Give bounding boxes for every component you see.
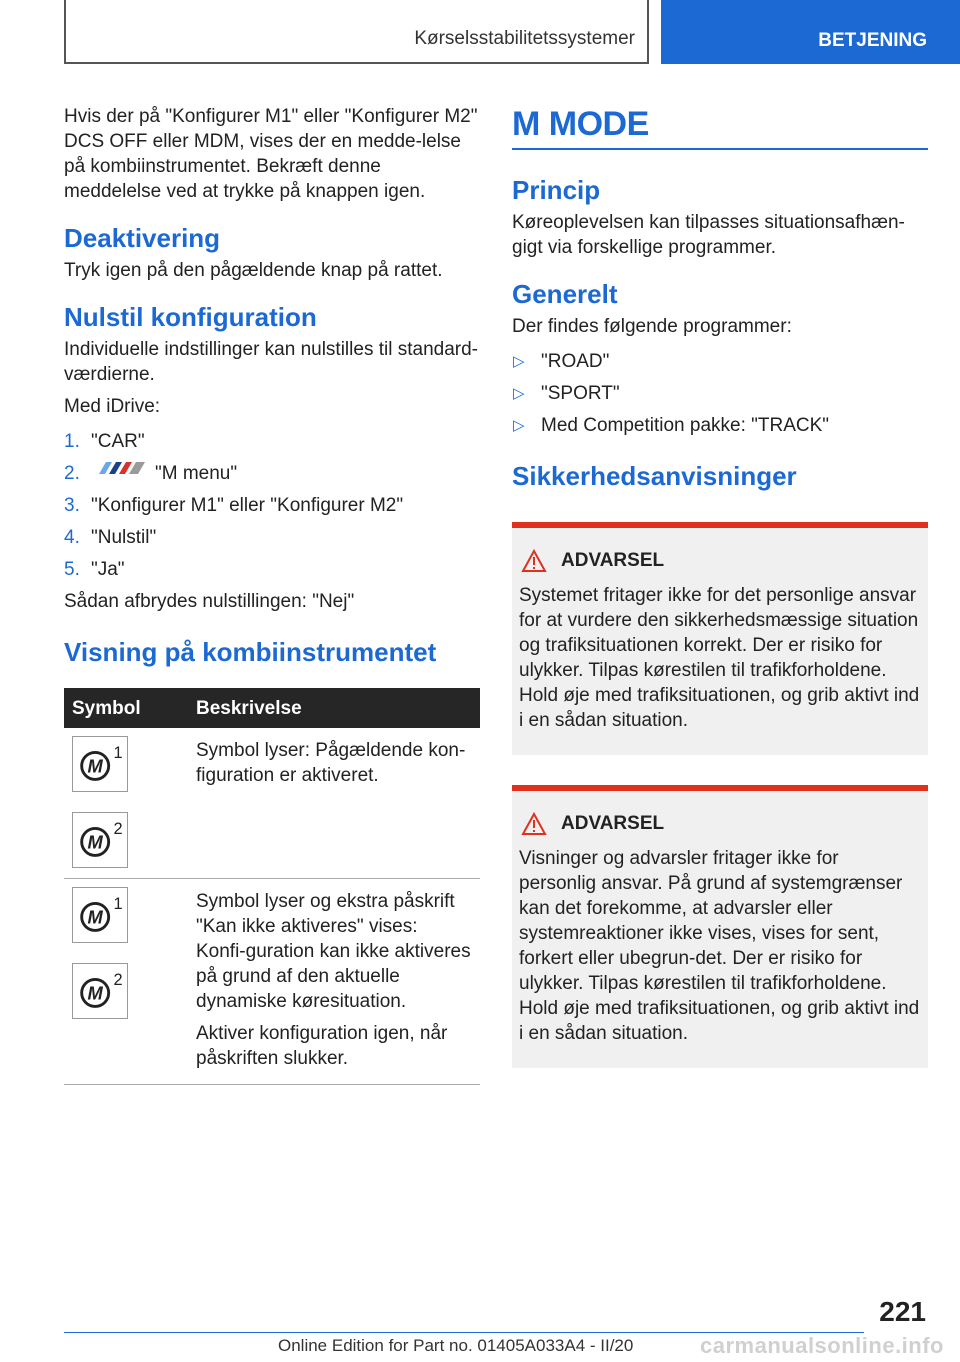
description-cell: Symbol lyser og ekstra påskrift "Kan ikke aktiveres" vises: Konfi-guration kan ikke aktiveres på grund af den aktuelle dynamiske køresituation. Aktiver konfiguration igen, når påskriften slukker. <box>188 879 480 1085</box>
reset-steps-list <box>64 429 480 582</box>
warning-label: ADVARSEL <box>561 813 665 834</box>
warning-triangle-icon <box>521 812 547 836</box>
edition-text: Online Edition for Part no. 01405A033A4 - II/20 <box>278 1336 634 1355</box>
table-row <box>64 879 480 1085</box>
warning-text: Visninger og advarsler fritager ikke for personlig ansvar. På grund af systemgrænser kan det forekomme, at advarsler eller systemreaktioner ikke vises, vises for sent, forkert eller ubegrun-det. Der er risiko for ulykker. Tilpas kørestilen til trafikforholdene. Hold øje med trafiksituationen, og grib aktivt ind i en sådan situation. <box>519 848 920 1044</box>
cancel-text: Sådan afbrydes nulstillingen: "Nej" <box>64 591 355 612</box>
left-column <box>64 104 480 1085</box>
svg-text:M: M <box>87 831 103 853</box>
warning-box <box>512 785 928 1068</box>
m1-icon <box>72 887 128 943</box>
deactivate-heading: Deaktivering <box>64 223 221 253</box>
deactivate-text: Tryk igen på den pågældende knap på rattet. <box>64 260 443 281</box>
principle-heading: Princip <box>512 175 601 205</box>
svg-text:2: 2 <box>113 820 123 839</box>
m2-icon <box>72 812 128 868</box>
svg-text:2: 2 <box>113 971 123 990</box>
intro-paragraph: Hvis der på "Konfigurer M1" eller "Konfigurer M2" DCS OFF eller MDM, vises der en medde-lelse på kombiinstrumentet. Bekræft denne meddelelse ved at trykke på knappen igen. <box>64 106 478 202</box>
title-divider <box>512 148 928 150</box>
svg-text:1: 1 <box>113 895 123 914</box>
table-header-row <box>64 688 480 728</box>
page-number: 221 <box>879 1296 926 1327</box>
program-list <box>512 349 928 438</box>
list-item: 1. "CAR" <box>64 431 145 452</box>
warning-box <box>512 522 928 755</box>
list-item: 4. "Nulstil" <box>64 527 157 548</box>
section-title: Kørselsstabilitetssystemer <box>414 28 635 49</box>
table-row <box>64 728 480 879</box>
col-header-description: Beskrivelse <box>188 688 480 728</box>
col-header-symbol: Symbol <box>64 688 188 728</box>
list-item: ▷ "ROAD" <box>513 351 610 372</box>
safety-heading: Sikkerhedsanvisninger <box>512 461 797 491</box>
general-text: Der findes følgende programmer: <box>512 316 792 337</box>
svg-text:M: M <box>87 906 103 928</box>
list-item: 2. "M menu" <box>64 463 238 484</box>
idrive-label: Med iDrive: <box>64 396 161 417</box>
warning-label: ADVARSEL <box>561 550 665 571</box>
warning-triangle-icon <box>521 549 547 573</box>
header-section-box <box>64 0 649 64</box>
triangle-bullet-icon: ▷ <box>513 385 525 402</box>
list-item: 5. "Ja" <box>64 559 125 580</box>
svg-text:M: M <box>87 755 103 777</box>
display-heading: Visning på kombiinstrumentet <box>64 637 437 667</box>
reset-heading: Nulstil konfiguration <box>64 302 317 332</box>
right-column <box>512 104 928 1068</box>
m1-icon <box>72 736 128 792</box>
symbol-cell <box>64 879 188 1085</box>
chapter-tab[interactable] <box>661 0 960 64</box>
description-cell: Symbol lyser: Pågældende kon-figuration er aktiveret. <box>188 728 480 879</box>
svg-text:M: M <box>87 982 103 1004</box>
svg-text:1: 1 <box>113 744 123 763</box>
list-item: 3. "Konfigurer M1" eller "Konfigurer M2" <box>64 495 404 516</box>
principle-text: Køreoplevelsen kan tilpasses situationsafhæn-gigt via forskellige programmer. <box>512 212 905 258</box>
general-heading: Generelt <box>512 279 618 309</box>
m2-icon <box>72 963 128 1019</box>
warning-text: Systemet fritager ikke for det personlige ansvar for at vurdere den sikkerhedsmæssige situation og trafiksituationen korrekt. Der er risiko for ulykker. Tilpas kørestilen til trafikforholdene. Hold øje med trafiksituationen, og grib aktivt ind i en sådan situation. <box>519 585 920 731</box>
list-item: ▷ Med Competition pakke: "TRACK" <box>513 415 830 436</box>
m-menu-icon <box>97 461 147 475</box>
reset-text: Individuelle indstillinger kan nulstilles til standard-værdierne. <box>64 339 478 385</box>
symbol-cell <box>64 728 188 879</box>
triangle-bullet-icon: ▷ <box>513 417 525 434</box>
chapter-tab-label: BETJENING <box>818 30 927 51</box>
list-item: ▷ "SPORT" <box>513 383 620 404</box>
watermark: carmanualsonline.info <box>700 1333 944 1358</box>
m-mode-title: M MODE <box>512 105 649 143</box>
triangle-bullet-icon: ▷ <box>513 353 525 370</box>
symbol-table <box>64 688 480 1085</box>
